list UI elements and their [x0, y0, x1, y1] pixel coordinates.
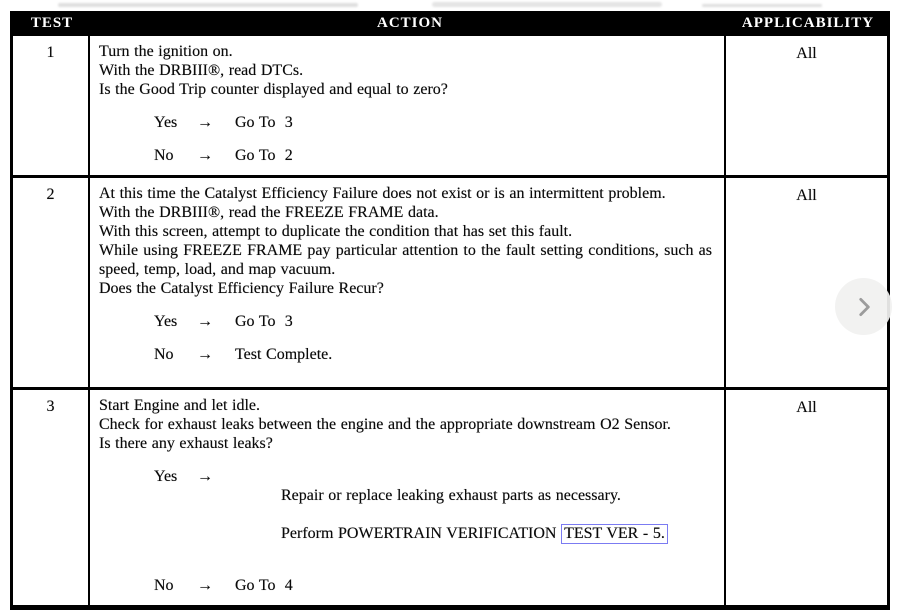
- scan-artifact: [702, 4, 822, 7]
- applicability-value: All: [796, 187, 817, 204]
- decision-result-line: Repair or replace leaking exhaust parts as necessary.: [281, 487, 621, 504]
- applicability-value: All: [796, 399, 817, 416]
- action-line: With the DRBIII®, read the FREEZE FRAME data.: [99, 204, 439, 221]
- decision-yes: [154, 312, 712, 331]
- decision-no: [154, 345, 712, 364]
- table-row: [13, 387, 887, 605]
- column-header-test: TEST: [30, 15, 74, 31]
- decision-result: Test Complete.: [235, 346, 333, 363]
- table-row: [13, 175, 887, 387]
- test-number: 1: [46, 44, 55, 61]
- decision-no: [154, 146, 712, 165]
- arrow-right-icon: →: [197, 147, 213, 164]
- decision-label: No: [154, 147, 174, 164]
- action-line: With this screen, attempt to duplicate the condition that has set this fault.: [99, 223, 573, 240]
- scan-artifact: [58, 3, 358, 7]
- next-page-button[interactable]: [835, 278, 892, 335]
- arrow-right-icon: →: [197, 313, 213, 330]
- decision-result: [235, 467, 712, 562]
- test-number: 3: [46, 398, 55, 415]
- decision-result: Go To 2: [235, 147, 293, 164]
- arrow-right-icon: →: [197, 346, 213, 363]
- action-line: Does the Catalyst Efficiency Failure Recur?: [99, 280, 384, 297]
- action-line: While using FREEZE FRAME pay particular attention to the fault setting conditions, such as speed, temp, load, and map vacuum.: [99, 242, 712, 278]
- decision-label: No: [154, 346, 174, 363]
- decision-result-line: [281, 524, 668, 544]
- decision-label: Yes: [154, 468, 178, 485]
- action-line: At this time the Catalyst Efficiency Failure does not exist or is an intermittent problem.: [99, 185, 666, 202]
- decision-result: Go To 4: [235, 577, 293, 594]
- decision-label: No: [154, 577, 174, 594]
- action-cell: [88, 390, 726, 605]
- diagnostic-test-table: [10, 11, 890, 610]
- action-line: With the DRBIII®, read DTCs.: [99, 62, 304, 79]
- test-ver-5-link[interactable]: TEST VER - 5.: [561, 524, 668, 544]
- action-line: Start Engine and let idle.: [99, 397, 261, 414]
- table-header-row: [13, 11, 887, 36]
- column-header-action: ACTION: [376, 15, 443, 31]
- decision-result-text: Perform POWERTRAIN VERIFICATION: [281, 525, 562, 542]
- decision-result: Go To 3: [235, 313, 293, 330]
- action-cell: [88, 36, 726, 175]
- applicability-value: All: [796, 45, 817, 62]
- action-line: Turn the ignition on.: [99, 43, 233, 60]
- decision-label: Yes: [154, 313, 178, 330]
- decision-result: Go To 3: [235, 114, 293, 131]
- action-line: Is there any exhaust leaks?: [99, 435, 273, 452]
- action-line: Is the Good Trip counter displayed and equal to zero?: [99, 81, 448, 98]
- chevron-right-icon: [851, 294, 877, 320]
- decision-yes: [154, 467, 712, 562]
- test-number: 2: [46, 186, 55, 203]
- arrow-right-icon: →: [197, 468, 213, 485]
- scan-artifact: [432, 2, 662, 7]
- arrow-right-icon: →: [197, 577, 213, 594]
- decision-label: Yes: [154, 114, 178, 131]
- action-line: Check for exhaust leaks between the engine and the appropriate downstream O2 Sensor.: [99, 416, 671, 433]
- decision-no: [154, 576, 712, 595]
- column-header-applicability: APPLICABILITY: [741, 15, 875, 31]
- action-cell: [88, 178, 726, 387]
- arrow-right-icon: →: [197, 114, 213, 131]
- table-row: [13, 36, 887, 175]
- decision-yes: [154, 113, 712, 132]
